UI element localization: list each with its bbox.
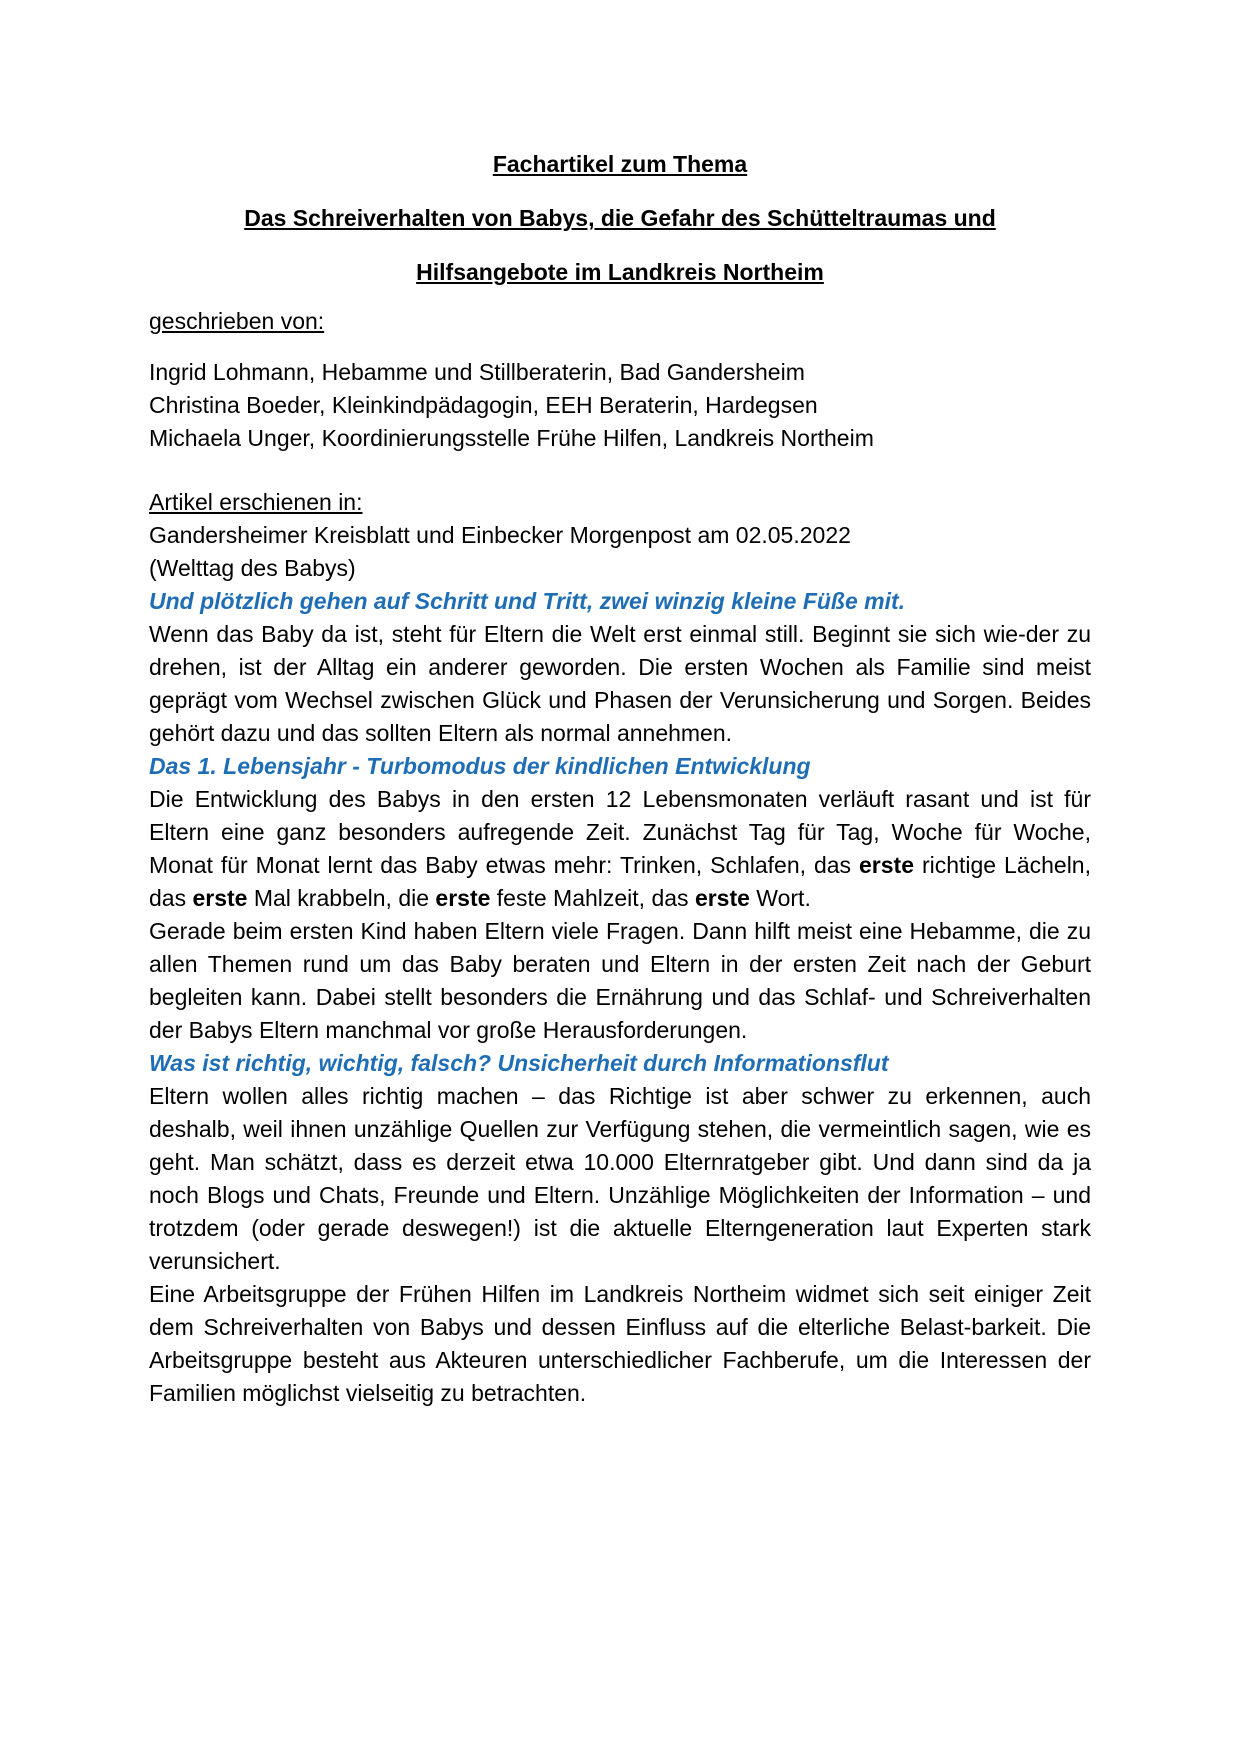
title-block — [149, 148, 1091, 289]
author-3: Michaela Unger, Koordinierungsstelle Frühe Hilfen, Landkreis Northeim — [149, 425, 874, 451]
text-run: feste Mahlzeit, das — [490, 885, 695, 911]
publication-line-1: Gandersheimer Kreisblatt und Einbecker Morgenpost am 02.05.2022 — [149, 522, 851, 548]
section-3-paragraph-2: Eine Arbeitsgruppe der Frühen Hilfen im Landkreis Northeim widmet sich seit einiger Zeit dem Schreiverhalten von Babys und dessen Einfluss auf die elterliche Belast-barkeit. Die Arbeitsgruppe besteht aus Akteuren unterschiedlicher Fachberufe, um die Interessen der Familien möglichst vielseitig zu betrachten. — [149, 1281, 1091, 1406]
document-title-line-1: Das Schreiverhalten von Babys, die Gefahr des Schütteltraumas und — [244, 205, 996, 231]
document-title-line-2: Hilfsangebote im Landkreis Northeim — [416, 259, 824, 285]
section-1-paragraph-1: Wenn das Baby da ist, steht für Eltern die Welt erst einmal still. Beginnt sie sich wie-der zu drehen, ist der Alltag ein anderer geworden. Die ersten Wochen als Familie sind meist geprägt vom Wechsel zwischen Glück und Phasen der Verunsicherung und Sorgen. Beides gehört dazu und das sollten Eltern als normal annehmen. — [149, 621, 1091, 746]
section-2-paragraph-1 — [149, 783, 1091, 915]
document-kicker: Fachartikel zum Thema — [492, 151, 748, 177]
publication-line-2: (Welttag des Babys) — [149, 555, 356, 581]
publication-label: Artikel erschienen in: — [149, 489, 363, 515]
emphasis-erste: erste — [192, 885, 248, 911]
text-run: Die Entwicklung des Babys in den ersten 12 Lebensmonaten verläuft rasant und ist für Eltern eine ganz besonders aufregende Zeit. Zunächst Tag für Tag, Woche für Woche, Monat für Monat lernt das Baby etwas mehr: Trinken, Schlafen, das — [149, 786, 1091, 878]
emphasis-erste: erste — [859, 852, 914, 878]
section-heading-3: Was ist richtig, wichtig, falsch? Unsicherheit durch Informationsflut — [149, 1050, 889, 1076]
text-run: Wort. — [749, 885, 811, 911]
authors-label: geschrieben von: — [149, 308, 325, 334]
section-3-paragraph-1: Eltern wollen alles richtig machen – das Richtige ist aber schwer zu erkennen, auch deshalb, weil ihnen unzählige Quellen zur Verfügung stehen, die vermeintlich sagen, wie es geht. Man schätzt, dass es derzeit etwa 10.000 Elternratgeber gibt. Und dann sind da ja noch Blogs und Chats, Freunde und Eltern. Unzählige Möglichkeiten der Information – und trotzdem (oder gerade deswegen!) ist die aktuelle Elterngeneration laut Experten stark verunsichert. — [149, 1083, 1091, 1274]
section-heading-2: Das 1. Lebensjahr - Turbomodus der kindlichen Entwicklung — [149, 753, 811, 779]
section-2-paragraph-2: Gerade beim ersten Kind haben Eltern viele Fragen. Dann hilft meist eine Hebamme, die zu allen Themen rund um das Baby beraten und Eltern in der ersten Zeit nach der Geburt begleiten kann. Dabei stellt besonders die Ernährung und das Schlaf- und Schreiverhalten der Babys Eltern manchmal vor große Herausforderungen. — [149, 918, 1091, 1043]
text-run: richtige Lächeln, das — [149, 852, 1091, 911]
section-heading-1: Und plötzlich gehen auf Schritt und Tritt, zwei winzig kleine Füße mit. — [149, 588, 906, 614]
author-1: Ingrid Lohmann, Hebamme und Stillberaterin, Bad Gandersheim — [149, 359, 805, 385]
emphasis-erste: erste — [694, 885, 750, 911]
authors-list — [149, 356, 1091, 455]
author-2: Christina Boeder, Kleinkindpädagogin, EEH Beraterin, Hardegsen — [149, 392, 818, 418]
text-run: Mal krabbeln, die — [247, 885, 436, 911]
emphasis-erste: erste — [435, 885, 491, 911]
